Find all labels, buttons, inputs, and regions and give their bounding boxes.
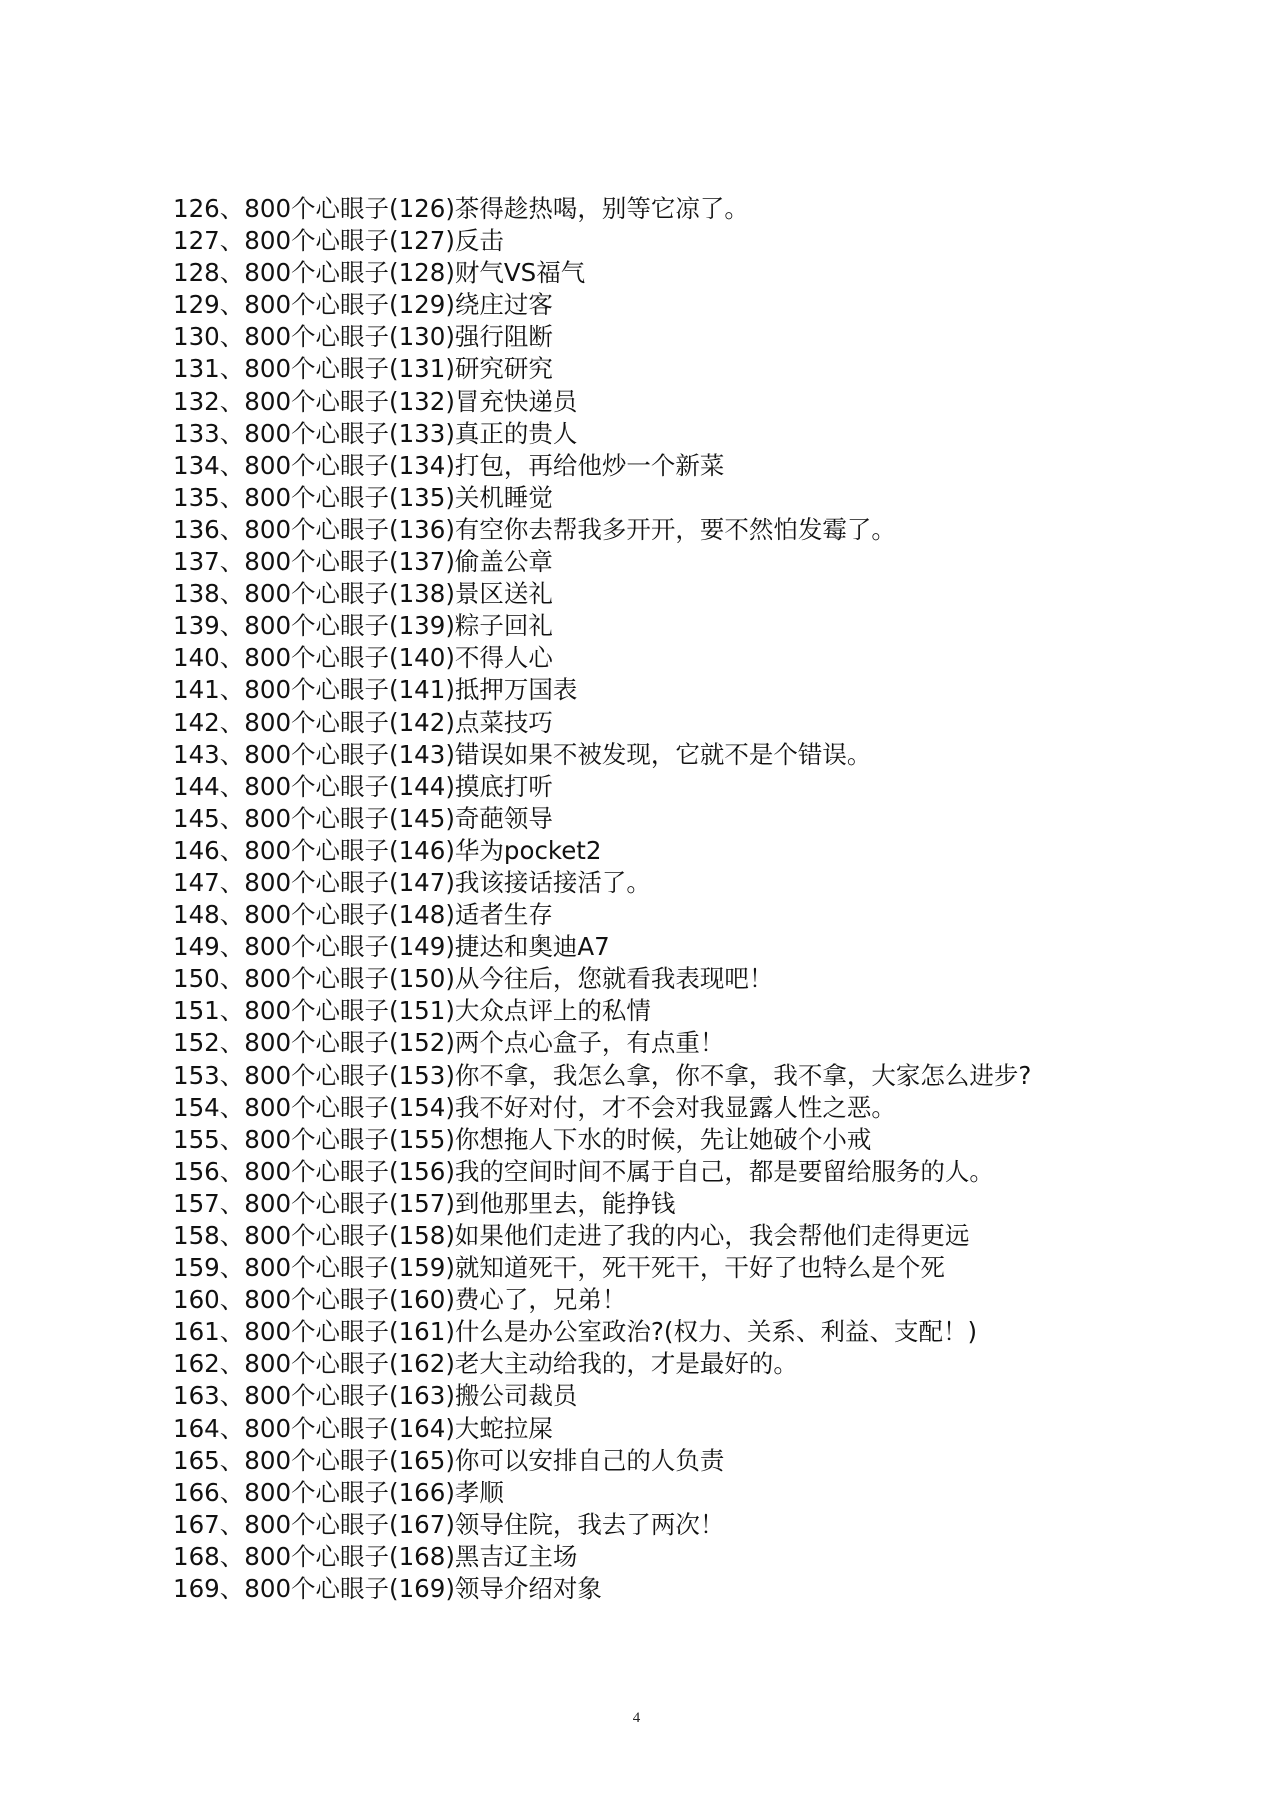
- entry-text: 163、800个心眼子(163)搬公司裁员: [173, 1381, 578, 1411]
- list-item: [173, 1060, 1173, 1092]
- list-item: [173, 1027, 1173, 1059]
- entry-text: 131、800个心眼子(131)研究研究: [173, 354, 553, 384]
- list-item: [173, 1156, 1173, 1188]
- entry-text: 155、800个心眼子(155)你想拖人下水的时候，先让她破个小戒: [173, 1124, 872, 1154]
- list-item: [173, 1284, 1173, 1316]
- list-item: [173, 450, 1173, 482]
- entry-text: 151、800个心眼子(151)大众点评上的私情: [173, 996, 651, 1026]
- entry-text: 150、800个心眼子(150)从今往后，您就看我表现吧！: [173, 964, 774, 994]
- entry-text: 142、800个心眼子(142)点菜技巧: [173, 707, 553, 737]
- list-item: [173, 257, 1173, 289]
- entry-text: 160、800个心眼子(160)费心了，兄弟！: [173, 1285, 627, 1315]
- list-item: [173, 289, 1173, 321]
- list-item: [173, 1445, 1173, 1477]
- list-item: [173, 1220, 1173, 1252]
- list-item: [173, 995, 1173, 1027]
- entry-text: 154、800个心眼子(154)我不好对付，才不会对我显露人性之恶。: [173, 1092, 896, 1122]
- list-item: [173, 482, 1173, 514]
- list-item: [173, 1124, 1173, 1156]
- list-item: [173, 1316, 1173, 1348]
- list-item: [173, 739, 1173, 771]
- list-item: [173, 707, 1173, 739]
- list-item: [173, 418, 1173, 450]
- list-item: [173, 674, 1173, 706]
- entry-text: 134、800个心眼子(134)打包，再给他炒一个新菜: [173, 450, 725, 480]
- entry-text: 166、800个心眼子(166)孝顺: [173, 1477, 504, 1507]
- entry-text: 138、800个心眼子(138)景区送礼: [173, 579, 553, 609]
- list-item: [173, 1573, 1173, 1605]
- entry-text: 133、800个心眼子(133)真正的贵人: [173, 418, 578, 448]
- entry-text: 140、800个心眼子(140)不得人心: [173, 643, 553, 673]
- list-item: [173, 867, 1173, 899]
- entry-text: 143、800个心眼子(143)错误如果不被发现，它就不是个错误。: [173, 739, 872, 769]
- entry-text: 149、800个心眼子(149)捷达和奥迪A7: [173, 932, 610, 962]
- list-item: [173, 1252, 1173, 1284]
- list-item: [173, 771, 1173, 803]
- entry-text: 129、800个心眼子(129)绕庄过客: [173, 290, 553, 320]
- entry-text: 158、800个心眼子(158)如果他们走进了我的内心，我会帮他们走得更远: [173, 1221, 970, 1250]
- list-item: [173, 963, 1173, 995]
- list-item: [173, 1380, 1173, 1412]
- list-item: [173, 578, 1173, 610]
- list-item: [173, 225, 1173, 257]
- list-item: [173, 514, 1173, 546]
- entry-text: 128、800个心眼子(128)财气VS福气: [173, 258, 586, 288]
- entry-text: 145、800个心眼子(145)奇葩领导: [173, 803, 553, 833]
- list-item: [173, 1509, 1173, 1541]
- list-item: [173, 1541, 1173, 1573]
- page-number: 4: [632, 1710, 641, 1726]
- entry-text: 148、800个心眼子(148)适者生存: [173, 900, 553, 930]
- entry-text: 147、800个心眼子(147)我该接话接活了。: [173, 867, 651, 897]
- list-item: [173, 386, 1173, 418]
- entry-text: 156、800个心眼子(156)我的空间时间不属于自己，都是要留给服务的人。: [173, 1156, 994, 1186]
- entry-text: 152、800个心眼子(152)两个点心盒子，有点重！: [173, 1028, 725, 1058]
- list-item: [173, 803, 1173, 835]
- entry-text: 167、800个心眼子(167)领导住院，我去了两次！: [173, 1509, 725, 1539]
- list-item: [173, 835, 1173, 867]
- entry-text: 146、800个心眼子(146)华为pocket2: [173, 835, 602, 865]
- list-item: [173, 546, 1173, 578]
- entry-text: 141、800个心眼子(141)抵押万国表: [173, 675, 578, 705]
- entry-text: 137、800个心眼子(137)偷盖公章: [173, 547, 553, 577]
- list-item: [173, 1348, 1173, 1380]
- entry-text: 130、800个心眼子(130)强行阻断: [173, 322, 553, 352]
- list-item: [173, 1188, 1173, 1220]
- entry-text: 144、800个心眼子(144)摸底打听: [173, 771, 553, 801]
- list-item: [173, 321, 1173, 353]
- entry-text: 159、800个心眼子(159)就知道死干，死干死干，干好了也特么是个死: [173, 1253, 945, 1283]
- list-item: [173, 1413, 1173, 1445]
- list-item: [173, 1477, 1173, 1509]
- entry-text: 162、800个心眼子(162)老大主动给我的，才是最好的。: [173, 1349, 798, 1379]
- entry-list: [173, 193, 1173, 1605]
- list-item: [173, 193, 1173, 225]
- entry-text: 164、800个心眼子(164)大蛇拉屎: [173, 1413, 553, 1443]
- entry-text: 157、800个心眼子(157)到他那里去，能挣钱: [173, 1188, 676, 1218]
- list-item: [173, 353, 1173, 385]
- list-item: [173, 1092, 1173, 1124]
- list-item: [173, 610, 1173, 642]
- entry-text: 168、800个心眼子(168)黑吉辽主场: [173, 1541, 578, 1571]
- list-item: [173, 931, 1173, 963]
- entry-text: 169、800个心眼子(169)领导介绍对象: [173, 1574, 602, 1604]
- list-item: [173, 899, 1173, 931]
- entry-text: 132、800个心眼子(132)冒充快递员: [173, 386, 578, 416]
- entry-text: 126、800个心眼子(126)茶得趁热喝，别等它凉了。: [173, 194, 749, 223]
- entry-text: 165、800个心眼子(165)你可以安排自己的人负责: [173, 1445, 725, 1475]
- entry-text: 135、800个心眼子(135)关机睡觉: [173, 482, 553, 512]
- entry-text: 136、800个心眼子(136)有空你去帮我多开开，要不然怕发霉了。: [173, 514, 896, 544]
- entry-text: 139、800个心眼子(139)粽子回礼: [173, 611, 553, 641]
- list-item: [173, 642, 1173, 674]
- entry-text: 161、800个心眼子(161)什么是办公室政治?(权力、关系、利益、支配！): [173, 1317, 978, 1347]
- entry-text: 127、800个心眼子(127)反击: [173, 226, 504, 256]
- entry-text: 153、800个心眼子(153)你不拿，我怎么拿，你不拿，我不拿，大家怎么进步?: [173, 1060, 1032, 1090]
